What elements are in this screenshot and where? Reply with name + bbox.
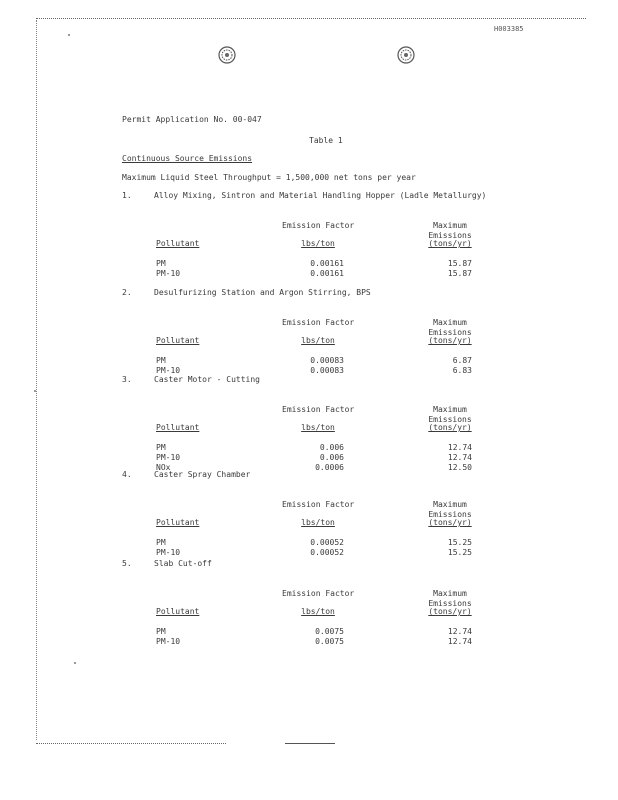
pollutant-cell: PM (156, 538, 166, 547)
max-cell: 12.74 (447, 453, 472, 462)
factor-header-line2: lbs/ton (301, 607, 335, 616)
source-title: Caster Spray Chamber (154, 470, 251, 479)
source-title: Alloy Mixing, Sintron and Material Handling Hopper (Ladle Metallurgy) (154, 191, 487, 200)
factor-header-line1: Emission Factor (282, 221, 355, 230)
factor-cell: 0.00083 (310, 356, 344, 365)
factor-cell: 0.00161 (310, 259, 344, 268)
max-cell: 15.25 (447, 548, 472, 557)
max-cell: 6.83 (452, 366, 472, 375)
factor-cell: 0.0075 (315, 637, 344, 646)
factor-cell: 0.00083 (310, 366, 344, 375)
source-title: Caster Motor - Cutting (154, 375, 260, 384)
pollutant-header: Pollutant (156, 518, 200, 527)
permit-title: Permit Application No. 00-047 (122, 115, 262, 124)
max-header-line1: Maximum Emissions (428, 589, 472, 608)
max-header-line2: (tons/yr) (428, 336, 472, 345)
factor-cell: 0.006 (319, 443, 344, 452)
throughput-line: Maximum Liquid Steel Throughput = 1,500,000 net tons per year (122, 173, 416, 182)
pollutant-header: Pollutant (156, 239, 200, 248)
max-cell: 6.87 (452, 356, 472, 365)
max-header-line1: Maximum Emissions (428, 318, 472, 337)
section-title: Continuous Source Emissions (122, 154, 253, 163)
pollutant-cell: PM-10 (156, 366, 181, 375)
pollutant-header: Pollutant (156, 607, 200, 616)
pollutant-cell: NOx (156, 463, 171, 472)
pollutant-cell: PM-10 (156, 269, 181, 278)
max-header-line2: (tons/yr) (428, 239, 472, 248)
factor-cell: 0.0075 (315, 627, 344, 636)
max-cell: 12.74 (447, 627, 472, 636)
max-cell: 12.50 (447, 463, 472, 472)
max-cell: 12.74 (447, 443, 472, 452)
page-label: Table 1 (309, 136, 343, 145)
pollutant-cell: PM (156, 259, 166, 268)
factor-header-line1: Emission Factor (282, 589, 355, 598)
factor-cell: 0.00052 (310, 538, 344, 547)
source-number: 3. (122, 375, 132, 384)
factor-cell: 0.0006 (315, 463, 344, 472)
max-header-line1: Maximum Emissions (428, 221, 472, 240)
scan-edge-bottom-right (285, 743, 335, 744)
max-header-line1: Maximum Emissions (428, 500, 472, 519)
max-header-line2: (tons/yr) (428, 518, 472, 527)
seal-icon (397, 46, 415, 64)
pollutant-header: Pollutant (156, 423, 200, 432)
pollutant-cell: PM-10 (156, 548, 181, 557)
factor-cell: 0.00052 (310, 548, 344, 557)
max-cell: 12.74 (447, 637, 472, 646)
max-cell: 15.87 (447, 259, 472, 268)
scan-speck (68, 34, 70, 36)
pollutant-cell: PM-10 (156, 453, 181, 462)
document-id: H003385 (494, 25, 524, 33)
max-cell: 15.87 (447, 269, 472, 278)
scan-edge-left (36, 20, 37, 740)
max-header-line2: (tons/yr) (428, 423, 472, 432)
scan-edge-top (36, 18, 586, 19)
source-title: Slab Cut-off (154, 559, 212, 568)
scan-edge-bottom-left (36, 743, 226, 744)
pollutant-cell: PM (156, 356, 166, 365)
factor-header-line2: lbs/ton (301, 336, 335, 345)
scan-speck (74, 662, 76, 664)
max-header-line1: Maximum Emissions (428, 405, 472, 424)
max-header-line2: (tons/yr) (428, 607, 472, 616)
pollutant-cell: PM (156, 443, 166, 452)
source-number: 5. (122, 559, 132, 568)
factor-header-line1: Emission Factor (282, 318, 355, 327)
factor-header-line2: lbs/ton (301, 423, 335, 432)
source-title: Desulfurizing Station and Argon Stirring, BPS (154, 288, 371, 297)
source-number: 2. (122, 288, 132, 297)
factor-header-line2: lbs/ton (301, 518, 335, 527)
source-number: 4. (122, 470, 132, 479)
pollutant-cell: PM-10 (156, 637, 181, 646)
factor-cell: 0.00161 (310, 269, 344, 278)
seal-icon (218, 46, 236, 64)
pollutant-header: Pollutant (156, 336, 200, 345)
scan-speck (34, 390, 36, 392)
factor-header-line2: lbs/ton (301, 239, 335, 248)
pollutant-cell: PM (156, 627, 166, 636)
source-number: 1. (122, 191, 132, 200)
max-cell: 15.25 (447, 538, 472, 547)
factor-header-line1: Emission Factor (282, 500, 355, 509)
factor-cell: 0.006 (319, 453, 344, 462)
factor-header-line1: Emission Factor (282, 405, 355, 414)
